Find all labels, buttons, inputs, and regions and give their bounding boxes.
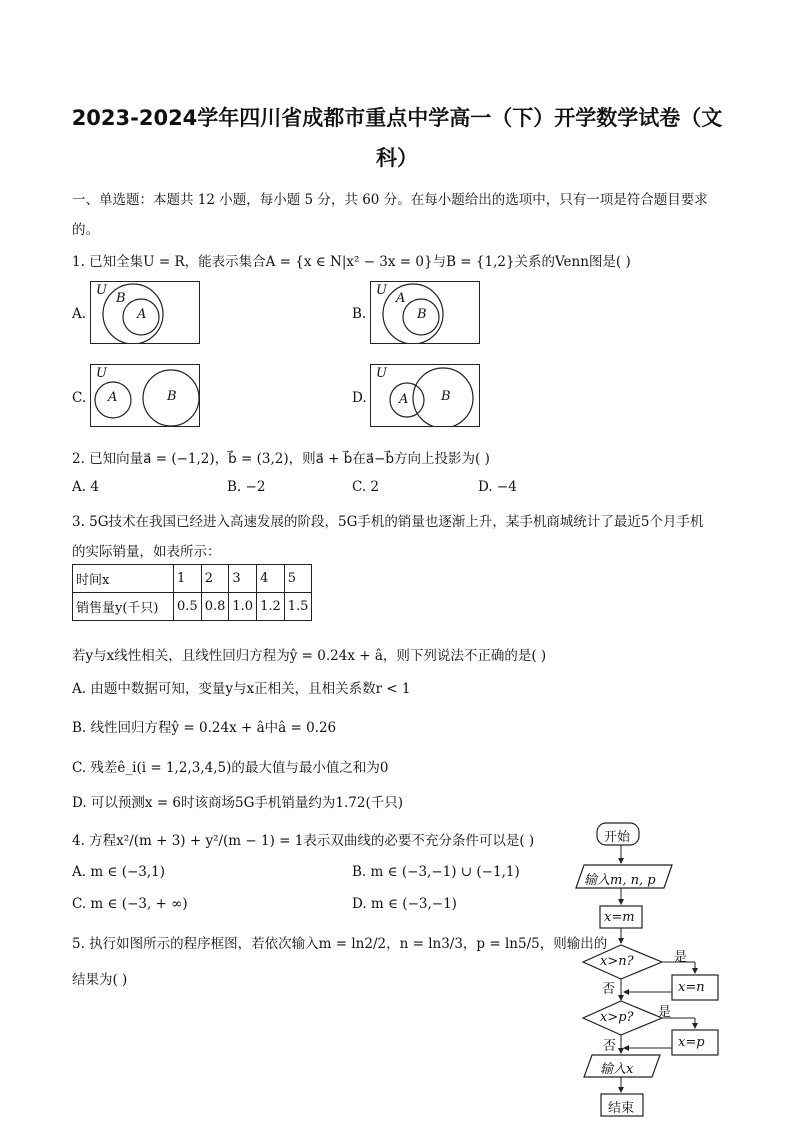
table-row <box>73 565 312 593</box>
q1-stem: 1. 已知全集U = R，能表示集合A = {x ∈ N|x² − 3x = 0}与B = {1,2}关系的Venn图是( ) <box>72 254 631 270</box>
q3-option-a: A. 由题中数据可知，变量y与x正相关，且相关系数r < 1 <box>72 681 411 697</box>
q4-stem: 4. 方程x²/(m + 3) + y²/(m − 1) = 1表示双曲线的必要不充分条件可以是( ) <box>72 833 535 849</box>
venn-outer-label: A <box>396 291 406 306</box>
q5-stem-line2: 结果为( ) <box>72 972 128 988</box>
flowchart-input: 输入m, n, p <box>584 873 656 888</box>
table-header-y: 销售量y(千只) <box>73 593 174 621</box>
flowchart-assign-n: x=n <box>678 980 705 995</box>
table-cell: 1.0 <box>229 593 257 621</box>
flowchart-start: 开始 <box>604 830 631 845</box>
page-title-line2: 科） <box>376 146 418 170</box>
q1-venn-b <box>370 281 480 344</box>
venn-universe-label: U <box>376 366 387 381</box>
venn-left-label: A <box>399 392 409 407</box>
table-cell: 5 <box>284 565 312 593</box>
flowchart-output: 输入x <box>600 1062 634 1077</box>
venn-universe-label: U <box>376 283 387 298</box>
flowchart-end: 结束 <box>608 1101 635 1116</box>
q4-option-c: C. m ∈ (−3, + ∞) <box>72 896 188 912</box>
venn-inner-label: B <box>417 307 427 322</box>
flowchart-cond-n: x>n? <box>600 954 634 969</box>
q3-stem-line1: 3. 5G技术在我国已经进入高速发展的阶段，5G手机的销量也逐渐上升，某手机商城统计了最近5个月手机 <box>72 514 704 530</box>
table-cell: 0.5 <box>174 593 202 621</box>
flowchart-yes-1: 是 <box>674 950 688 965</box>
q3-option-c: C. 残差ê_i(i = 1,2,3,4,5)的最大值与最小值之和为0 <box>72 760 389 776</box>
q1-option-a-letter: A. <box>72 306 87 322</box>
q4-option-b: B. m ∈ (−3,−1) ∪ (−1,1) <box>352 864 520 880</box>
venn-right-label: B <box>441 389 451 404</box>
q3-stem-line2: 的实际销量，如表所示： <box>72 544 221 560</box>
flowchart-cond-p: x>p? <box>600 1010 634 1025</box>
q1-venn-a <box>90 281 200 344</box>
q3-option-b: B. 线性回归方程ŷ = 0.24x + â中â = 0.26 <box>72 720 337 736</box>
table-cell: 1.5 <box>284 593 312 621</box>
venn-outer-label: B <box>116 291 126 306</box>
section-heading-line2: 的。 <box>72 222 99 238</box>
q3-option-d: D. 可以预测x = 6时该商场5G手机销量约为1.72(千只) <box>72 795 403 811</box>
q2-option-b: B. −2 <box>227 479 266 495</box>
table-row <box>73 593 312 621</box>
sales-table <box>72 564 312 621</box>
venn-universe-label: U <box>96 366 107 381</box>
table-cell: 2 <box>201 565 229 593</box>
q2-option-c: C. 2 <box>352 479 380 495</box>
flowchart-assign-p: x=p <box>678 1035 705 1050</box>
table-cell: 1 <box>174 565 202 593</box>
q1-venn-c <box>90 364 200 427</box>
page-title-line1: 2023-2024学年四川省成都市重点中学高一（下）开学数学试卷（文 <box>71 106 723 130</box>
section-heading-line1: 一、单选题：本题共 12 小题，每小题 5 分，共 60 分。在每小题给出的选项中，只有一项是符合题目要求 <box>72 192 708 208</box>
table-header-x: 时间x <box>73 565 174 593</box>
flowchart-yes-2: 是 <box>658 1005 672 1020</box>
flowchart-no-1: 否 <box>602 982 616 997</box>
q3-condition: 若y与x线性相关，且线性回归方程为ŷ = 0.24x + â，则下列说法不正确的是( ) <box>72 648 547 664</box>
table-cell: 1.2 <box>257 593 285 621</box>
flowchart-connectors <box>560 815 730 1120</box>
q1-venn-d <box>370 364 480 427</box>
table-cell: 4 <box>257 565 285 593</box>
q4-option-a: A. m ∈ (−3,1) <box>72 864 166 880</box>
table-cell: 0.8 <box>201 593 229 621</box>
flowchart-no-2: 否 <box>603 1039 617 1054</box>
q1-option-c-letter: C. <box>72 390 87 406</box>
q1-option-b-letter: B. <box>352 306 367 322</box>
venn-left-label: A <box>108 390 118 405</box>
venn-universe-label: U <box>96 283 107 298</box>
q1-option-d-letter: D. <box>352 390 367 406</box>
q2-option-a: A. 4 <box>72 479 99 495</box>
venn-right-label: B <box>167 389 177 404</box>
flowchart-assign-m: x=m <box>604 910 635 925</box>
q2-stem: 2. 已知向量a⃗ = (−1,2)，b⃗ = (3,2)，则a⃗ + b⃗在a⃗−b⃗方向上投影为( ) <box>72 451 490 467</box>
q5-stem-line1: 5. 执行如图所示的程序框图，若依次输入m = ln2/2，n = ln3/3，p = ln5/5，则输出的 <box>72 936 608 952</box>
venn-inner-label: A <box>137 307 147 322</box>
table-cell: 3 <box>229 565 257 593</box>
q4-option-d: D. m ∈ (−3,−1) <box>352 896 457 912</box>
q2-option-d: D. −4 <box>478 479 517 495</box>
